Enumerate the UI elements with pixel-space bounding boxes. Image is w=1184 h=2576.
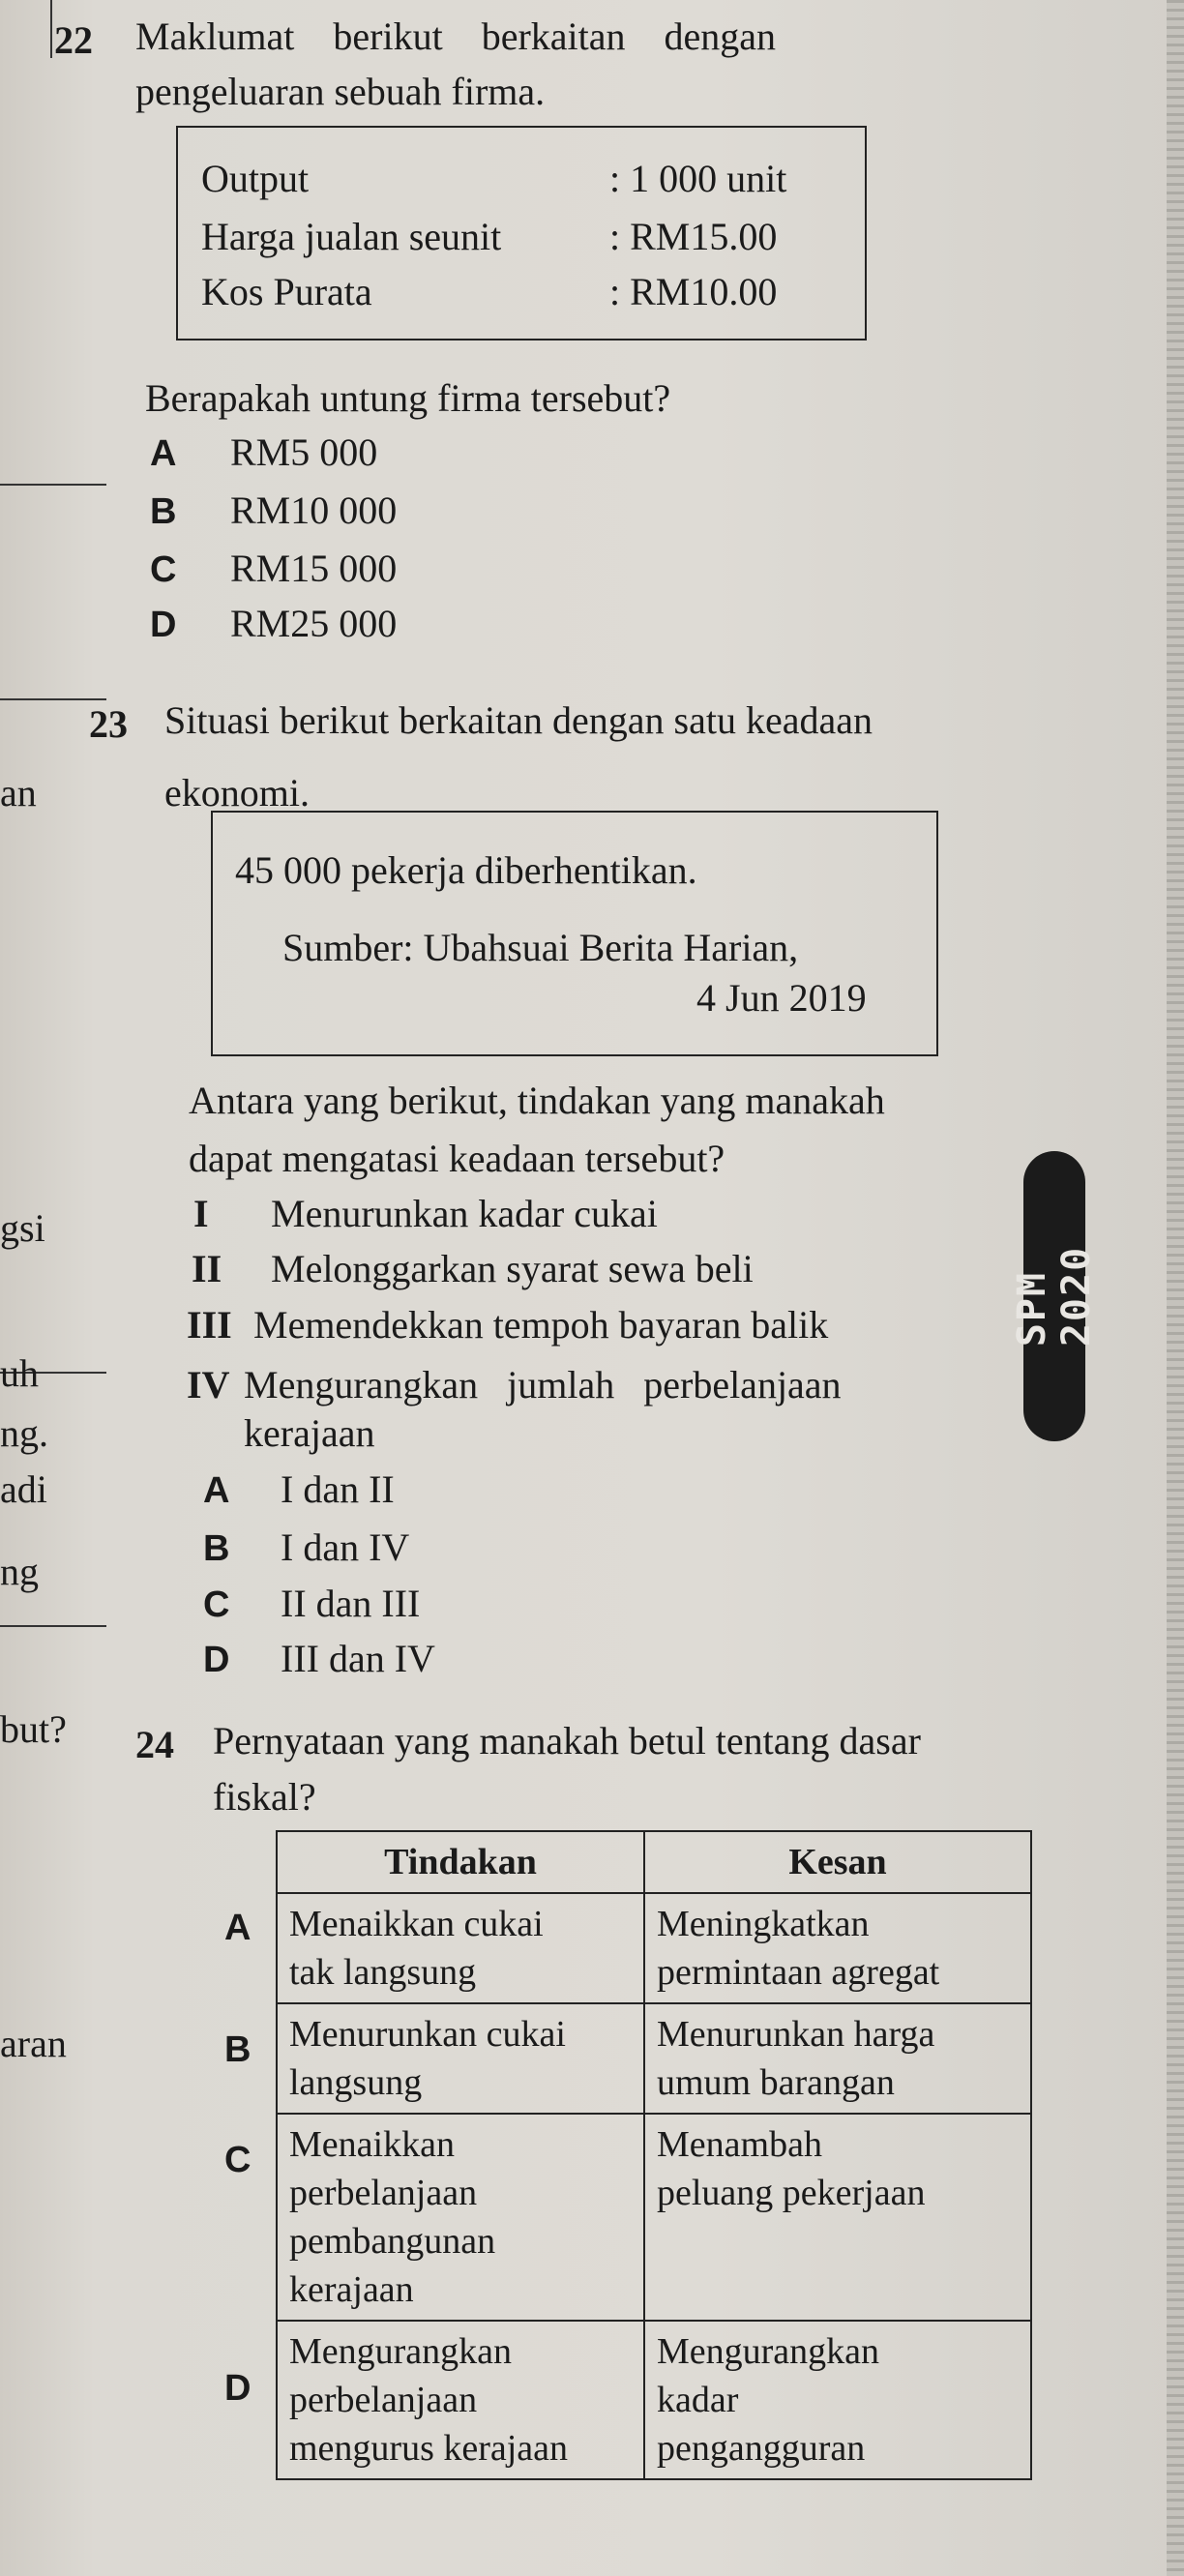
- table-cell: Menambah peluang pekerjaan: [644, 2114, 1031, 2321]
- option-text[interactable]: RM10 000: [230, 489, 398, 532]
- statement-numeral: I: [193, 1192, 209, 1235]
- margin-line: [50, 0, 52, 58]
- statement-text: Menurunkan kadar cukai: [271, 1192, 658, 1235]
- option-letter[interactable]: D: [203, 1640, 230, 1680]
- margin-fragment: ng.: [0, 1411, 48, 1455]
- info-value: : RM10.00: [609, 270, 778, 313]
- question-text: Berapakah untung firma tersebut?: [145, 376, 671, 420]
- margin-fragment: an: [0, 771, 37, 814]
- question-text: Antara yang berikut, tindakan yang manakah: [189, 1079, 885, 1122]
- question-number: 22: [54, 18, 93, 62]
- statement-numeral: III: [187, 1303, 232, 1347]
- margin-line: [0, 1625, 106, 1627]
- margin-line: [0, 698, 106, 700]
- option-text[interactable]: III dan IV: [281, 1637, 435, 1680]
- margin-fragment: but?: [0, 1707, 67, 1751]
- option-letter[interactable]: B: [203, 1528, 230, 1569]
- question-number: 23: [89, 702, 128, 746]
- table-cell: Menurunkan cukai langsung: [277, 2003, 644, 2114]
- fiscal-table: [276, 1830, 1032, 2480]
- option-text[interactable]: RM25 000: [230, 602, 398, 645]
- question-stem: pengeluaran sebuah firma.: [135, 70, 546, 113]
- table-cell: Meningkatkan permintaan agregat: [644, 1893, 1031, 2003]
- table-cell: Mengurangkan kadar pengangguran: [644, 2321, 1031, 2479]
- margin-fragment: ng: [0, 1550, 39, 1593]
- question-stem: ekonomi.: [164, 771, 310, 814]
- margin-fragment: gsi: [0, 1206, 45, 1250]
- statement-text: Mengurangkan jumlah perbelanjaan: [244, 1363, 842, 1406]
- info-value: : 1 000 unit: [609, 157, 787, 200]
- option-text[interactable]: RM15 000: [230, 547, 398, 590]
- book-edge: [1167, 0, 1184, 2576]
- option-text[interactable]: I dan IV: [281, 1525, 410, 1569]
- row-letter[interactable]: A: [224, 1908, 252, 1948]
- question-stem: fiskal?: [213, 1775, 316, 1819]
- info-label: Output: [201, 157, 310, 200]
- row-letter[interactable]: D: [224, 2368, 252, 2409]
- option-text[interactable]: RM5 000: [230, 430, 378, 474]
- option-letter[interactable]: B: [150, 491, 177, 532]
- statement-numeral: IV: [187, 1363, 230, 1406]
- table-cell: Menurunkan harga umum barangan: [644, 2003, 1031, 2114]
- option-letter[interactable]: C: [150, 549, 177, 590]
- info-label: Kos Purata: [201, 270, 372, 313]
- info-value: : RM15.00: [609, 215, 778, 258]
- margin-line: [0, 484, 106, 486]
- question-text: dapat mengatasi keadaan tersebut?: [189, 1137, 725, 1180]
- question-number: 24: [135, 1723, 174, 1766]
- option-letter[interactable]: C: [203, 1584, 230, 1625]
- question-stem: Maklumat berikut berkaitan dengan: [135, 15, 777, 58]
- badge-text: SPM 2020: [1010, 1245, 1099, 1347]
- margin-fragment: uh: [0, 1351, 39, 1395]
- question-stem: Situasi berikut berkaitan dengan satu keadaan: [164, 698, 873, 742]
- option-text[interactable]: II dan III: [281, 1582, 421, 1625]
- table-row[interactable]: [277, 2114, 1031, 2321]
- table-cell: Mengurangkan perbelanjaan mengurus kerajaan: [277, 2321, 644, 2479]
- table-row[interactable]: [277, 2003, 1031, 2114]
- table-cell: Menaikkan cukai tak langsung: [277, 1893, 644, 2003]
- question-stem: Pernyataan yang manakah betul tentang dasar: [213, 1719, 921, 1762]
- situation-text: 45 000 pekerja diberhentikan.: [235, 848, 697, 892]
- source-text: Sumber: Ubahsuai Berita Harian,: [282, 926, 799, 969]
- table-header: Kesan: [644, 1831, 1031, 1893]
- statement-text: Memendekkan tempoh bayaran balik: [253, 1303, 829, 1347]
- option-letter[interactable]: A: [203, 1470, 230, 1511]
- option-letter[interactable]: A: [150, 433, 177, 474]
- option-letter[interactable]: D: [150, 605, 177, 645]
- margin-fragment: aran: [0, 2022, 67, 2065]
- margin-fragment: adi: [0, 1467, 47, 1511]
- option-text[interactable]: I dan II: [281, 1467, 395, 1511]
- row-letter[interactable]: C: [224, 2140, 252, 2180]
- row-letter[interactable]: B: [224, 2029, 252, 2070]
- source-date: 4 Jun 2019: [696, 976, 867, 1020]
- statement-text-cont: kerajaan: [244, 1411, 375, 1455]
- table-row[interactable]: [277, 1893, 1031, 2003]
- table-header-row: [277, 1831, 1031, 1893]
- statement-numeral: II: [192, 1247, 222, 1290]
- table-header: Tindakan: [277, 1831, 644, 1893]
- info-label: Harga jualan seunit: [201, 215, 502, 258]
- table-cell: Menaikkan perbelanjaan pembangunan kerajaan: [277, 2114, 644, 2321]
- statement-text: Melonggarkan syarat sewa beli: [271, 1247, 754, 1290]
- table-row[interactable]: [277, 2321, 1031, 2479]
- spm-badge: [1010, 1151, 1099, 1441]
